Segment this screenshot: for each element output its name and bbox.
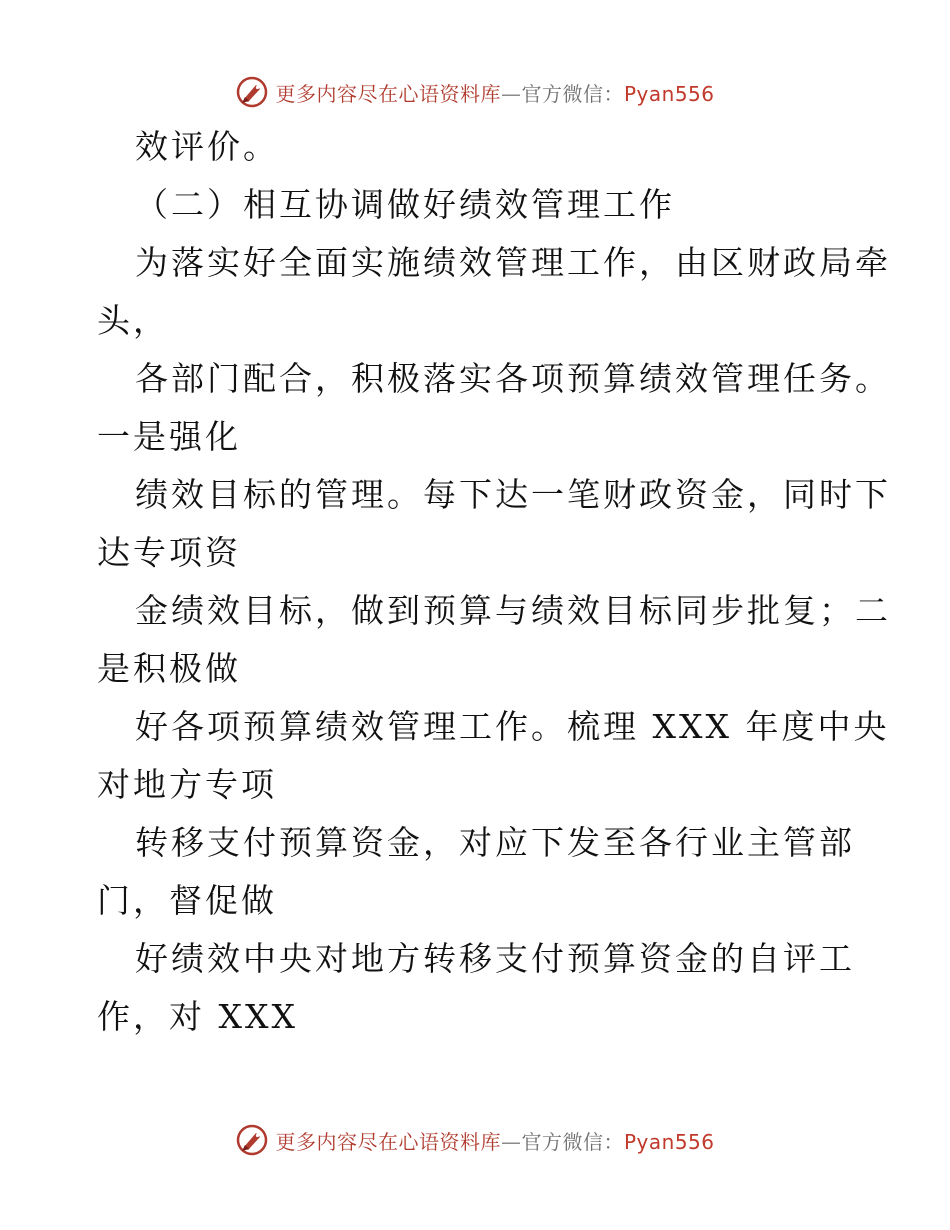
banner-wechat-label: 官方微信：	[521, 1129, 624, 1154]
paragraph-line: 金绩效目标，做到预算与绩效目标同步批复；二	[135, 591, 891, 630]
header-banner	[0, 72, 950, 112]
banner-separator: —	[500, 81, 522, 106]
paragraph-line: 门，督促做	[97, 881, 277, 920]
paragraph-line: 转移支付预算资金，对应下发至各行业主管部	[135, 823, 855, 862]
pen-nib-logo-icon	[235, 1123, 269, 1157]
paragraph-line: 绩效目标的管理。每下达一笔财政资金，同时下	[135, 475, 891, 514]
paragraph-line: 为落实好全面实施绩效管理工作，由区财政局牵	[135, 243, 891, 282]
section-heading: （二）相互协调做好绩效管理工作	[135, 185, 675, 224]
banner-text	[275, 78, 714, 107]
banner-main-text: 更多内容尽在心语资料库	[275, 81, 501, 106]
paragraph-line: 是积极做	[97, 649, 241, 688]
paragraph-line: 各部门配合，积极落实各项预算绩效管理任务。	[135, 359, 891, 398]
banner-wechat-label: 官方微信：	[521, 81, 624, 106]
banner-main-text: 更多内容尽在心语资料库	[275, 1129, 501, 1154]
paragraph-line: 效评价。	[135, 127, 279, 166]
banner-wechat-id: Pyan556	[623, 81, 715, 106]
paragraph-line: 一是强化	[97, 417, 241, 456]
paragraph-line: 头，	[97, 301, 169, 340]
pen-nib-logo-icon	[235, 75, 269, 109]
paragraph-line: 好绩效中央对地方转移支付预算资金的自评工	[135, 939, 855, 978]
footer-banner	[0, 1120, 950, 1160]
paragraph-line: 对地方专项	[97, 765, 277, 804]
paragraph-line: 达专项资	[97, 533, 241, 572]
banner-separator: —	[500, 1129, 522, 1154]
paragraph-line: 作，对 XXX	[97, 997, 298, 1036]
banner-wechat-id: Pyan556	[623, 1129, 715, 1154]
paragraph-line: 好各项预算绩效管理工作。梳理 XXX 年度中央	[135, 707, 890, 746]
banner-text	[275, 1126, 714, 1155]
